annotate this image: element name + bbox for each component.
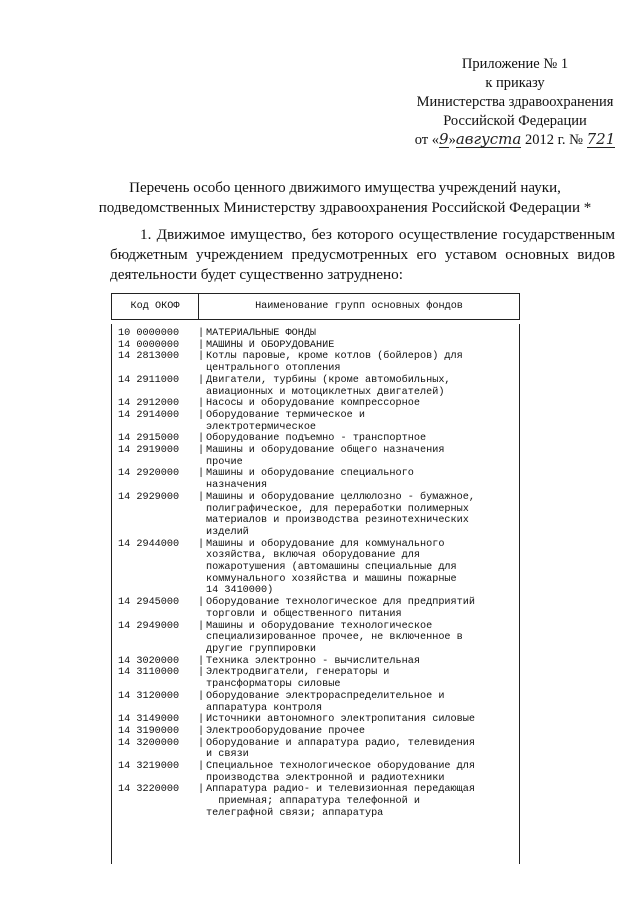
row-code: 14 3220000 [118, 784, 180, 796]
date-mid: » [448, 132, 456, 148]
row-name: Котлы паровые, кроме котлов (бойлеров) для центрального отопления [206, 351, 463, 375]
row-code: 14 2949000 [118, 620, 180, 632]
row-code: 14 2944000 [118, 538, 180, 550]
row-name: МАШИНЫ И ОБОРУДОВАНИЕ [206, 339, 335, 351]
row-code: 14 0000000 [118, 339, 180, 351]
title-line-2: подведомственных Министерству здравоохранения Российской Федерации * [98, 200, 592, 216]
row-name: Электрооборудование прочее [206, 725, 365, 737]
intro-paragraph [110, 225, 615, 285]
row-code: 14 2919000 [118, 445, 180, 457]
table-row [112, 433, 519, 445]
table-row [112, 726, 519, 738]
column-divider [198, 761, 206, 784]
table-row [112, 398, 519, 410]
table-row [112, 492, 519, 539]
row-name: Оборудование термическое и электротермическое [206, 409, 365, 433]
appendix-federation: Российской Федерации [443, 113, 587, 129]
date-suffix: 2012 г. № [521, 132, 583, 148]
row-name: Двигатели, турбины (кроме автомобильных, авиационных и мотоциклетных двигателей) [206, 374, 451, 398]
row-name: Машины и оборудование для коммунального хозяйства, включая оборудование для пожаротушения (автомашины специальные для коммунального хозяйства и машины пожарные 14 3410000) [206, 538, 457, 597]
row-code: 14 3200000 [118, 737, 180, 749]
row-name: Насосы и оборудование компрессорное [206, 398, 420, 410]
table-row [112, 761, 519, 784]
row-name: Машины и оборудование специального назначения [206, 468, 414, 492]
appendix-order-ref: к приказу [485, 75, 545, 91]
column-divider [198, 328, 206, 340]
row-name: Аппаратура радио- и телевизионная передающая приемная; аппаратура телефонной и телеграфной связи; аппаратура [206, 784, 475, 819]
row-code: 14 3020000 [118, 655, 180, 667]
row-code: 14 2915000 [118, 433, 180, 445]
row-name: Источники автономного электропитания силовые [206, 714, 475, 726]
appendix-number: Приложение № 1 [461, 56, 569, 72]
okof-table [111, 293, 520, 864]
column-divider [198, 539, 206, 598]
row-code: 14 2914000 [118, 409, 180, 421]
row-name: Оборудование подъемно - транспортное [206, 433, 427, 445]
row-name: Электродвигатели, генераторы и трансформаторы силовые [206, 667, 390, 691]
table-header [111, 293, 520, 320]
row-code: 14 2813000 [118, 351, 180, 363]
table-row [112, 340, 519, 352]
table-row [112, 468, 519, 491]
table-row [112, 410, 519, 433]
table-row [112, 691, 519, 714]
row-name: Техника электронно - вычислительная [206, 655, 420, 667]
column-divider [198, 784, 206, 819]
document-title [60, 178, 630, 218]
column-divider [198, 351, 206, 374]
table-row [112, 738, 519, 761]
column-divider [198, 714, 206, 726]
column-divider [198, 726, 206, 738]
intro-paragraph-text: 1. Движимое имущество, без которого осуществление государственным бюджетным учреждением предусмотренных его уставом основных видов деятельности будет существенно затруднено: [110, 226, 615, 283]
column-divider [198, 433, 206, 445]
table-row [112, 328, 519, 340]
date-prefix: от « [414, 132, 440, 148]
table-body [111, 324, 520, 864]
table-row [112, 667, 519, 690]
row-code: 14 2911000 [118, 374, 180, 386]
column-divider [198, 445, 206, 468]
row-code: 10 0000000 [118, 328, 180, 339]
row-code: 14 2920000 [118, 468, 180, 480]
row-name: Оборудование электрораспределительное и аппаратура контроля [206, 690, 445, 714]
table-row [112, 784, 519, 819]
header-code: Код ОКОФ [112, 294, 199, 319]
date-day: 9 [439, 130, 449, 148]
table-row [112, 656, 519, 668]
row-code: 14 2912000 [118, 398, 180, 410]
column-divider [198, 375, 206, 398]
column-divider [198, 621, 206, 656]
row-code: 14 3219000 [118, 761, 180, 773]
table-row [112, 621, 519, 656]
column-divider [198, 398, 206, 410]
row-name: Специальное технологическое оборудование для производства электронной и радиотехники [206, 761, 475, 784]
table-row [112, 375, 519, 398]
row-code: 14 2929000 [118, 491, 180, 503]
column-divider [198, 410, 206, 433]
column-divider [198, 656, 206, 668]
row-name: Оборудование технологическое для предприятий торговли и общественного питания [206, 597, 475, 620]
column-divider [198, 738, 206, 761]
row-name: Оборудование и аппаратура радио, телевидения и связи [206, 737, 475, 761]
column-divider [198, 667, 206, 690]
column-divider [198, 468, 206, 491]
appendix-date-line [395, 131, 635, 150]
title-line-1: Перечень особо ценного движимого имущества учреждений науки, [129, 180, 561, 196]
appendix-header [395, 55, 635, 150]
row-name: Машины и оборудование технологическое специализированное прочее, не включенное в другие группировки [206, 620, 463, 655]
row-code: 14 3190000 [118, 725, 180, 737]
table-row [112, 351, 519, 374]
row-name: Машины и оборудование общего назначения прочие [206, 445, 445, 468]
table-row [112, 445, 519, 468]
column-divider [198, 492, 206, 539]
column-divider [198, 597, 206, 620]
table-row [112, 714, 519, 726]
column-divider [198, 340, 206, 352]
header-name: Наименование групп основных фондов [255, 301, 463, 312]
row-code: 14 3120000 [118, 690, 180, 702]
row-code: 14 3110000 [118, 667, 180, 679]
table-row [112, 539, 519, 598]
table-row [112, 597, 519, 620]
appendix-ministry: Министерства здравоохранения [416, 94, 614, 110]
order-number: 721 [586, 130, 616, 148]
row-code: 14 2945000 [118, 597, 180, 609]
date-month: августа [455, 130, 522, 148]
row-name: МАТЕРИАЛЬНЫЕ ФОНДЫ [206, 328, 317, 339]
row-code: 14 3149000 [118, 714, 180, 726]
column-divider [198, 691, 206, 714]
row-name: Машины и оборудование целлюлозно - бумажное, полиграфическое, для переработки полимерных материалов и производства резинотехнических изделий [206, 491, 475, 538]
